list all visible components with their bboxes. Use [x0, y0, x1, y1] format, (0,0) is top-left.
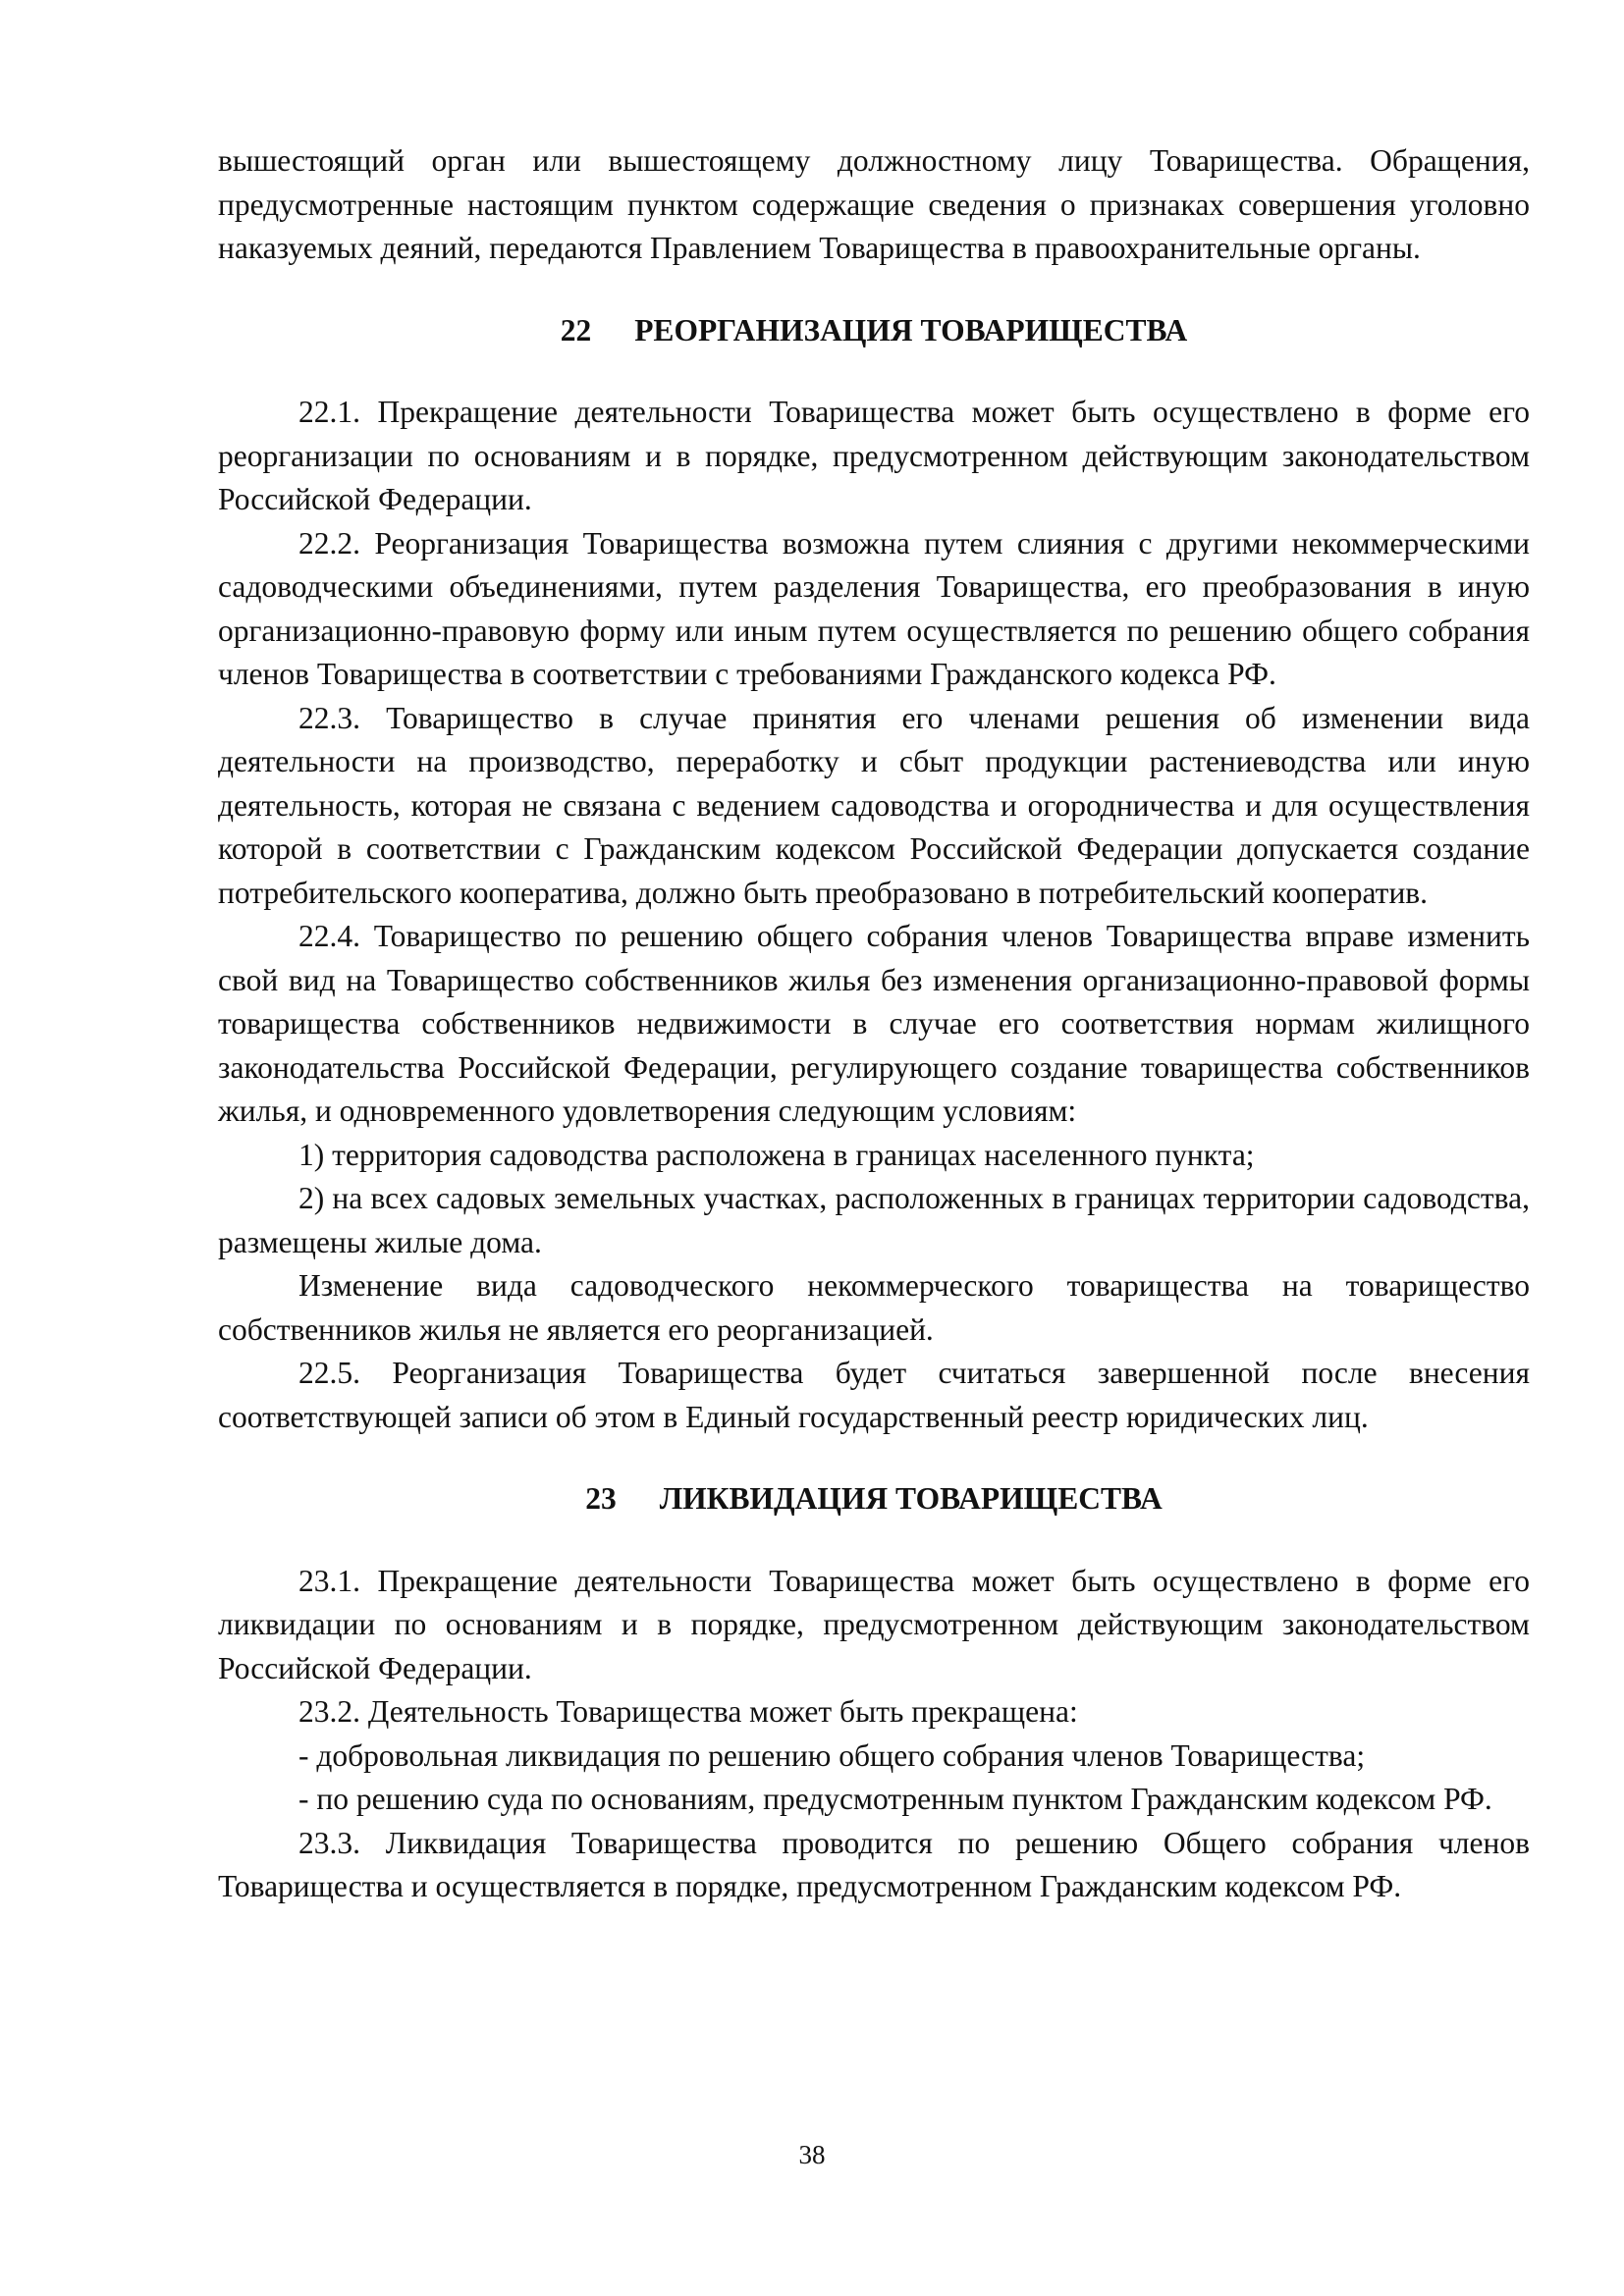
list-item-23-2-1: - добровольная ликвидация по решению общего собрания членов Товарищества; [298, 1737, 1366, 1773]
clause-22-5: 22.5. Реорганизация Товарищества будет считаться завершенной после внесения соответствующей записи об этом в Единый государственный реестр юридических лиц. [218, 1356, 1530, 1434]
clause-22-4-note: Изменение вида садоводческого некоммерческого товарищества на товарищество собственников жилья не является его реорганизацией. [218, 1268, 1530, 1347]
clause-22-1: 22.1. Прекращение деятельности Товарищества может быть осуществлено в форме его реорганизации по основаниям и в порядке, предусмотренном действующим законодательством Российской Федерации. [218, 395, 1530, 516]
section-23-number: 23 [585, 1481, 617, 1516]
intro-paragraph: вышестоящий орган или вышестоящему должностному лицу Товарищества. Обращения, предусмотренные настоящим пунктом содержащие сведения о признаках совершения уголовно наказуемых деяний, передаются Правлением Товарищества в правоохранительные органы. [218, 143, 1530, 265]
clause-22-3: 22.3. Товарищество в случае принятия его членами решения об изменении вида деятельности на производство, переработку и сбыт продукции растениеводства или иную деятельность, которая не связана с ведением садоводства и огородничества и для осуществления которой в соответствии с Гражданским кодексом Российской Федерации допускается создание потребительского кооператива, должно быть преобразовано в потребительский кооператив. [218, 700, 1530, 910]
section-22-number: 22 [560, 312, 592, 347]
clause-23-2: 23.2. Деятельность Товарищества может быть прекращена: [298, 1694, 1078, 1729]
clause-23-1: 23.1. Прекращение деятельности Товарищества может быть осуществлено в форме его ликвидации по основаниям и в порядке, предусмотренном действующим законодательством Российской Федерации. [218, 1563, 1530, 1685]
clause-23-3: 23.3. Ликвидация Товарищества проводится по решению Общего собрания членов Товарищества и осуществляется в порядке, предусмотренном Гражданским кодексом РФ. [218, 1825, 1530, 1903]
page-number: 38 [798, 2140, 826, 2169]
clause-22-2: 22.2. Реорганизация Товарищества возможна путем слияния с другими некоммерческими садоводческими объединениями, путем разделения Товарищества, его преобразования в иную организационно-правовую форму или иным путем осуществляется по решению общего собрания членов Товарищества в соответствии с требованиями Гражданского кодекса РФ. [218, 525, 1530, 691]
clause-22-4: 22.4. Товарищество по решению общего собрания членов Товарищества вправе изменить свой вид на Товарищество собственников жилья без изменения организационно-правовой формы товарищества собственников недвижимости в случае его соответствия нормам жилищного законодательства Российской Федерации, регулирующего создание товарищества собственников жилья, и одновременного удовлетворения следующим условиям: [218, 919, 1530, 1128]
list-item-22-4-2: 2) на всех садовых земельных участках, расположенных в границах территории садоводства, размещены жилые дома. [218, 1181, 1530, 1259]
document-page [218, 139, 1530, 1909]
section-22-title: РЕОРГАНИЗАЦИЯ ТОВАРИЩЕСТВА [634, 312, 1188, 347]
list-item-23-2-2: - по решению суда по основаниям, предусмотренным пунктом Гражданским кодексом РФ. [298, 1782, 1492, 1816]
section-23-title: ЛИКВИДАЦИЯ ТОВАРИЩЕСТВА [659, 1481, 1163, 1516]
section-23-heading [218, 1477, 1530, 1522]
list-item-22-4-1: 1) территория садоводства расположена в границах населенного пункта; [298, 1137, 1255, 1172]
section-22-heading [218, 309, 1530, 353]
